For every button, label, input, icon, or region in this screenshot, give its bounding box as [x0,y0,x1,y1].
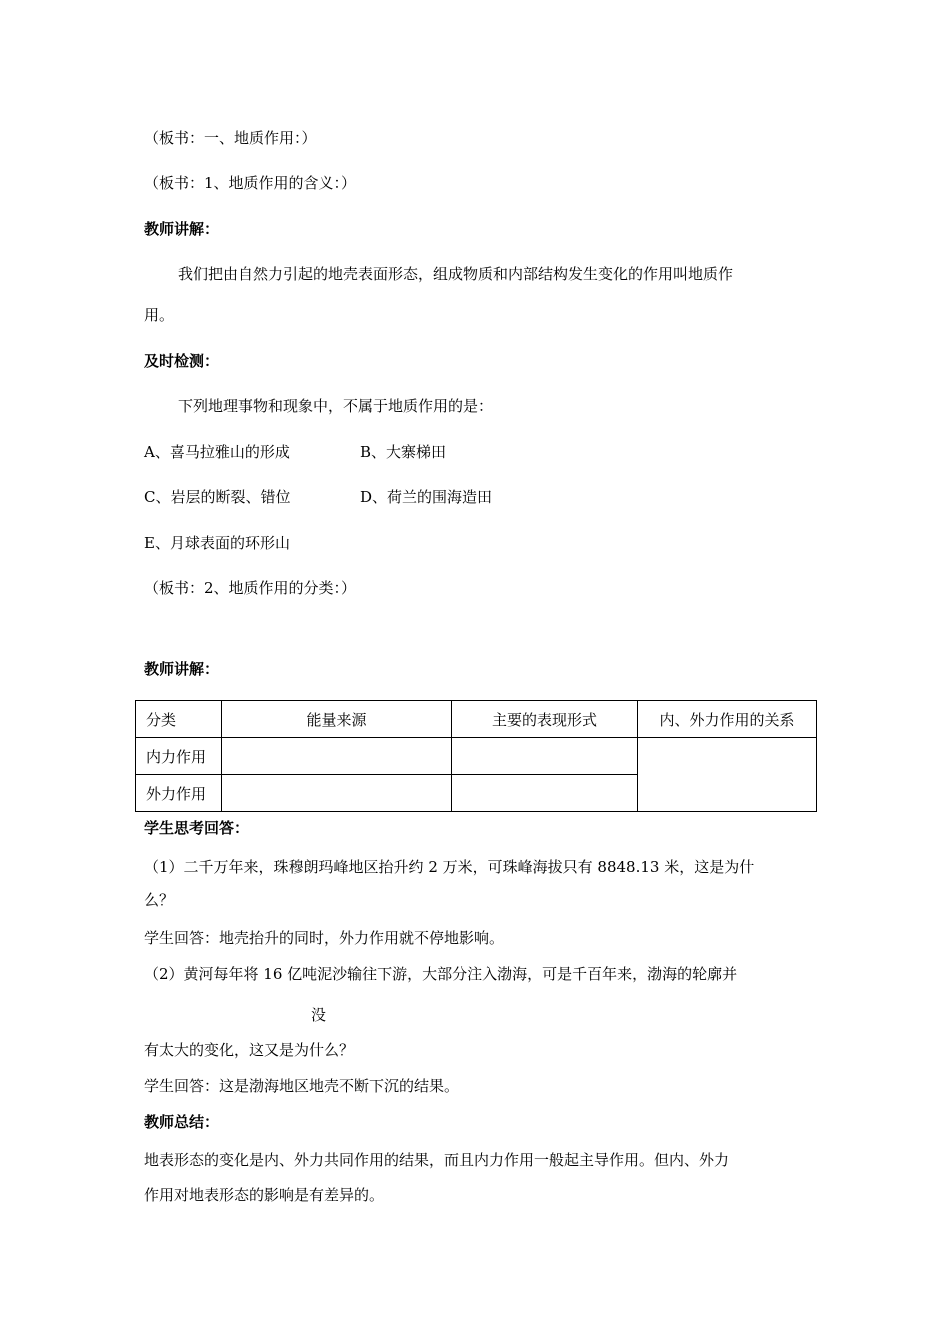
header-forms: 主要的表现形式 [452,701,638,738]
paragraph-definition-line1: 我们把由自然力引起的地壳表面形态，组成物质和内部结构发生变化的作用叫地质作 [178,265,734,283]
question-text: 下列地理事物和现象中，不属于地质作用的是： [178,397,494,415]
row-internal-force: 内力作用 [136,738,222,775]
answer-1: 学生回答：地壳抬升的同时，外力作用就不停地影响。 [144,929,505,947]
classification-table [135,700,817,812]
cell-empty [452,738,638,775]
question-2-line3: 有太大的变化，这又是为什么？ [144,1041,355,1059]
board-note-3: （板书：2、地质作用的分类：） [144,579,357,597]
board-note-1: （板书：一、地质作用：） [144,129,317,147]
row-external-force: 外力作用 [136,775,222,812]
summary-line1: 地表形态的变化是内、外力共同作用的结果，而且内力作用一般起主导作用。但内、外力 [144,1151,730,1169]
question-2-line1: （2）黄河每年将 16 亿吨泥沙输往下游，大部分注入渤海，可是千百年来，渤海的轮廓并 [144,965,738,983]
section-heading-teacher-explain-2: 教师讲解： [144,660,220,678]
question-1-line1: （1）二千万年来，珠穆朗玛峰地区抬升约 2 万米，可珠峰海拔只有 8848.13 米，这是为什 [144,858,755,876]
option-c: C、岩层的断裂、错位 [144,488,291,506]
section-heading-teacher-explain: 教师讲解： [144,220,220,238]
table-header-row [136,701,817,738]
header-category: 分类 [136,701,222,738]
cell-empty [452,775,638,812]
option-d: D、荷兰的围海造田 [360,488,493,506]
section-heading-quick-check: 及时检测： [144,352,220,370]
cell-empty [222,738,452,775]
answer-2: 学生回答：这是渤海地区地壳不断下沉的结果。 [144,1077,460,1095]
table-row [136,738,817,775]
section-heading-teacher-summary: 教师总结： [144,1113,220,1131]
board-note-2: （板书：1、地质作用的含义：） [144,174,357,192]
header-relation: 内、外力作用的关系 [638,701,817,738]
paragraph-definition-line2: 用。 [144,306,175,324]
option-b: B、大寨梯田 [360,443,447,461]
cell-relation-merged [638,738,817,812]
cell-empty [222,775,452,812]
option-e: E、月球表面的环形山 [144,534,290,552]
question-1-line2: 么？ [144,891,175,909]
section-heading-student-think: 学生思考回答： [144,819,250,837]
question-2-line2: 没 [311,1006,327,1024]
summary-line2: 作用对地表形态的影响是有差异的。 [144,1186,385,1204]
header-energy-source: 能量来源 [222,701,452,738]
option-a: A、喜马拉雅山的形成 [144,443,290,461]
